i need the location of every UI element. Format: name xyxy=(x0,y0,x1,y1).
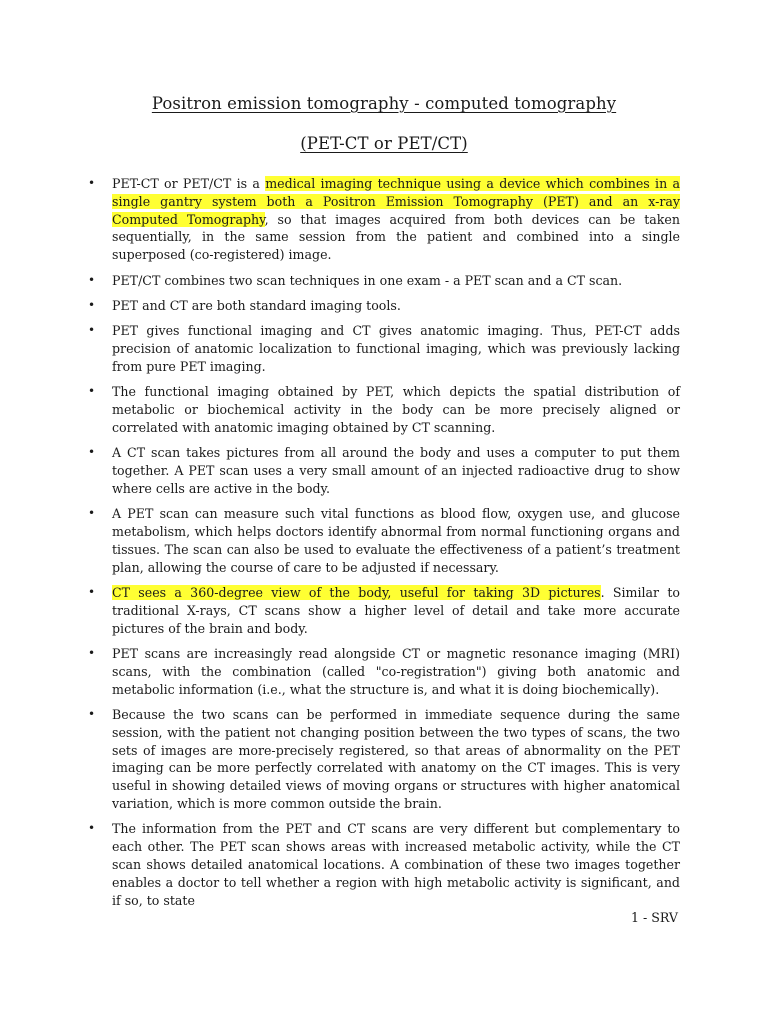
bullet-glyph: • xyxy=(88,707,96,722)
bullet-text: PET-CT or PET/CT is a xyxy=(112,176,266,191)
bullet-text: PET gives functional imaging and CT gives anatomic imaging. Thus, PET-CT adds precision of anatomic localization to functional imaging, which was previously lacking from pure PET imaging. xyxy=(112,323,680,374)
bullet-item xyxy=(88,645,680,698)
document-title: Positron emission tomography - computed tomography xyxy=(151,94,617,113)
bullet-item xyxy=(88,175,680,264)
bullet-glyph: • xyxy=(88,297,96,312)
bullet-item xyxy=(88,820,680,909)
bullet-item xyxy=(88,444,680,497)
bullet-text: The information from the PET and CT scans are very different but complementary to each other. The PET scan shows areas with increased metabolic activity, while the CT scan shows detailed anatomical locations. A combination of these two images together enables a doctor to tell whether a region with high metabolic activity is significant, and if so, to state xyxy=(112,821,680,908)
bullet-glyph: • xyxy=(88,176,96,190)
bullet-glyph: • xyxy=(88,384,96,399)
bullet-glyph: • xyxy=(88,646,96,661)
bullet-item xyxy=(88,505,680,576)
bullet-glyph: • xyxy=(88,323,96,338)
bullet-item xyxy=(88,297,680,315)
bullet-text: PET and CT are both standard imaging tools. xyxy=(112,297,401,313)
bullet-text: Because the two scans can be performed in immediate sequence during the same session, with the patient not changing position between the two types of scans, the two sets of images are more-precisely registered, so that areas of abnormality on the PET imaging can be more perfectly correlated with anatomy on the CT images. This is very useful in showing detailed views of moving organs or structures with higher anatomical variation, which is more common outside the brain. xyxy=(112,707,680,812)
bullet-item xyxy=(88,272,680,290)
page-footer: 1 - SRV xyxy=(630,910,678,925)
bullet-text: A CT scan takes pictures from all around the body and uses a computer to put them together. A PET scan uses a very small amount of an injected radioactive drug to show where cells are active in the body. xyxy=(112,445,680,496)
bullet-glyph: • xyxy=(88,585,96,600)
highlighted-text: medical imaging technique using a device which combines in a single gantry system both a Positron Emission Tomography (PET) and an x-ray Computed Tomography xyxy=(112,176,681,227)
bullet-text: PET/CT combines two scan techniques in one exam - a PET scan and a CT scan. xyxy=(112,272,623,288)
highlighted-text: CT sees a 360-degree view of the body, useful for taking 3D pictures xyxy=(112,585,601,601)
bullet-glyph: • xyxy=(88,272,96,287)
bullet-glyph: • xyxy=(88,445,96,460)
bullet-text: The functional imaging obtained by PET, which depicts the spatial distribution of metabolic or biochemical activity in the body can be more precisely aligned or correlated with anatomic imaging obtained by CT scanning. xyxy=(112,384,680,435)
bullet-list xyxy=(88,175,680,917)
bullet-item xyxy=(88,322,680,375)
bullet-text: , so that images acquired from both devices can be taken sequentially, in the same session from the patient and combined into a single superposed (co-registered) image. xyxy=(112,211,680,263)
bullet-item xyxy=(88,383,680,436)
bullet-text: . Similar to traditional X-rays, CT scans show a higher level of detail and take more accurate pictures of the brain and body. xyxy=(112,585,680,636)
bullet-text: A PET scan can measure such vital functions as blood flow, oxygen use, and glucose metabolism, which helps doctors identify abnormal from normal functioning organs and tissues. The scan can also be used to evaluate the effectiveness of a patient’s treatment plan, allowing the course of care to be adjusted if necessary. xyxy=(112,506,680,575)
bullet-glyph: • xyxy=(88,506,96,521)
bullet-item xyxy=(88,584,680,637)
bullet-text: PET scans are increasingly read alongside CT or magnetic resonance imaging (MRI) scans, with the combination (called "co-registration") giving both anatomic and metabolic information (i.e., what the structure is, and what it is doing biochemically). xyxy=(112,646,680,697)
document-subtitle: (PET-CT or PET/CT) xyxy=(300,134,468,153)
bullet-item xyxy=(88,706,680,813)
bullet-glyph: • xyxy=(88,821,96,836)
